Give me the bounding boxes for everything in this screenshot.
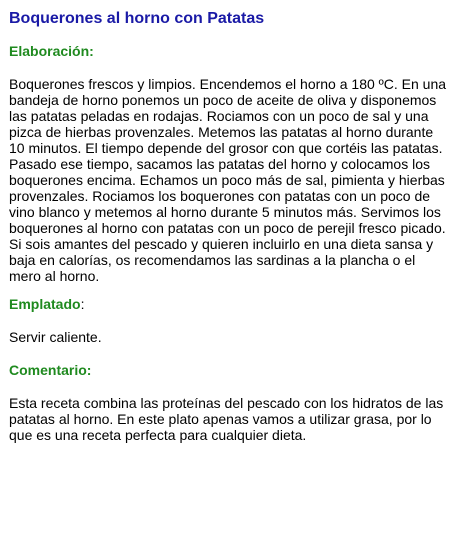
comentario-text: Esta receta combina las proteínas del pescado con los hidratos de las patatas al horno. En este plato apenas vamos a utilizar grasa, por lo que es una receta perfecta para cualquier dieta. [9,395,444,443]
emplatado-heading-colon: : [80,296,85,312]
emplatado-heading-label: Emplatado [9,296,81,312]
elaboracion-heading: Elaboración: [9,43,94,59]
page-title: Boquerones al horno con Patatas [9,10,265,27]
comentario-heading: Comentario: [9,362,92,378]
emplatado-heading [9,296,449,313]
emplatado-text: Servir caliente. [9,329,102,345]
elaboracion-text: Boquerones frescos y limpios. Encendemos el horno a 180 ºC. En una bandeja de horno ponemos un poco de aceite de oliva y disponemos las patatas peladas en rodajas. Rociamos con un poco de sal y una pizca de hierbas provenzales. Metemos las patatas al horno durante 10 minutos. El tiempo depende del grosor con que cortéis las patatas. Pasado ese tiempo, sacamos las patatas del horno y colocamos los boquerones encima. Echamos un poco más de sal, pimienta y hierbas provenzales. Rociamos los boquerones con patatas con un poco de vino blanco y metemos al horno durante 5 minutos más. Servimos los boquerones al horno con patatas con un poco de perejil fresco picado. Si sois amantes del pescado y quieren incluirlo en una dieta sansa y baja en calorías, os recomendamos las sardinas a la plancha o el mero al horno. [9,76,447,284]
